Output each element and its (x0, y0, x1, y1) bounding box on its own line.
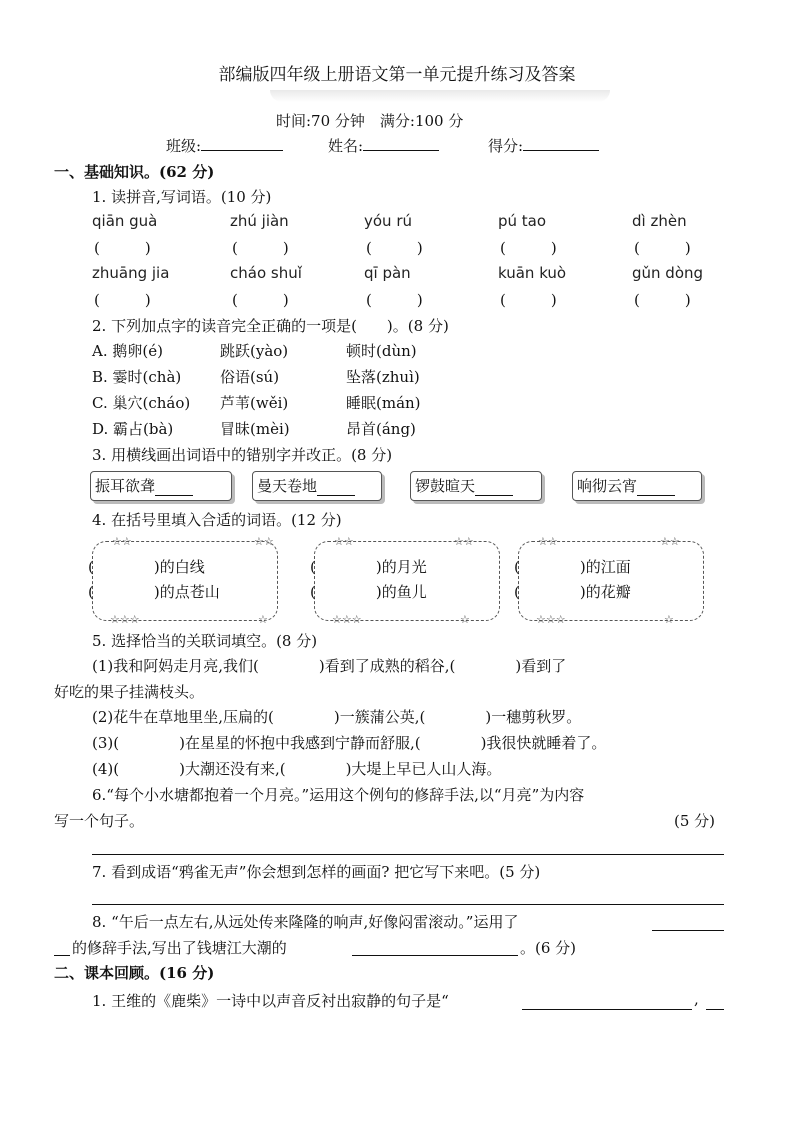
q2-a1: A. 鹅卵(é) (92, 342, 163, 360)
q3-answer-blank-2[interactable] (317, 479, 355, 496)
q2-option-d[interactable] (92, 418, 173, 439)
class-field[interactable] (166, 135, 283, 156)
q6-prompt-line1: 6.“每个小水塘都抱着一个月亮。”运用这个例句的修辞手法,以“月亮”为内容 (92, 786, 585, 804)
q2-prompt: 2. 下列加点字的读音完全正确的一项是( )。(8 分) (92, 317, 449, 335)
q8-blank-tide[interactable] (352, 955, 518, 956)
q2-d3: 昂首(áng) (346, 420, 416, 438)
q8-prompt-line1: 8. “午后一点左右,从远处传来隆隆的响声,好像闷雷滚动。”运用了 (92, 913, 519, 931)
q1-answer-blank[interactable]: ( ) (634, 291, 691, 309)
class-blank[interactable] (201, 136, 283, 151)
q5-prompt: 5. 选择恰当的关联词填空。(8 分) (92, 632, 318, 650)
q1-pinyin: gǔn dòng (632, 264, 704, 282)
name-blank[interactable] (363, 136, 439, 151)
star-decoration-icon: ☆☆☆ (536, 613, 566, 626)
q2-d1: D. 霸占(bà) (92, 420, 174, 438)
q5-sentence-1[interactable]: (1)我和阿妈走月亮,我们( )看到了成熟的稻谷,( )看到了 (92, 657, 567, 675)
q4-blank-2a[interactable]: ( )的月光 (310, 558, 427, 576)
q4-blank-1b[interactable]: ( )的点苍山 (88, 583, 220, 601)
name-field[interactable] (328, 135, 439, 156)
q7-answer-line[interactable] (92, 904, 724, 905)
q8-blank-rhetoric-b[interactable] (54, 955, 70, 956)
q2-b1: B. 霎时(chà) (92, 368, 182, 386)
q1-answer-blank[interactable]: ( ) (634, 239, 691, 257)
page-title: 部编版四年级上册语文第一单元提升练习及答案 (218, 65, 576, 85)
q1-pinyin: qī pàn (364, 264, 411, 282)
q2-a3: 顿时(dùn) (346, 342, 417, 360)
q6-prompt-line2: 写一个句子。 (54, 812, 145, 830)
q2-c2: 芦苇(wěi) (220, 394, 289, 412)
q2-b3: 坠落(zhuì) (346, 368, 420, 386)
q1-answer-blank[interactable]: ( ) (94, 291, 151, 309)
section2-heading: 二、课本回顾。(16 分) (54, 964, 215, 982)
q2-option-c[interactable] (92, 392, 190, 413)
q1-answer-blank[interactable]: ( ) (366, 239, 423, 257)
star-decoration-icon: ☆☆ (112, 535, 132, 548)
q1-pinyin: kuān kuò (498, 264, 567, 282)
q2-c1: C. 巢穴(cháo) (92, 394, 191, 412)
section2-q1-comma: , (694, 990, 699, 1008)
q3-word-4: 响彻云宵 (577, 477, 638, 495)
q8-prompt-line2a: 的修辞手法,写出了钱塘江大潮的 (72, 939, 287, 957)
q6-score: (5 分) (674, 812, 716, 830)
q3-word-box-4[interactable] (572, 471, 702, 501)
q5-sentence-3[interactable]: (3)( )在星星的怀抱中我感到宁静而舒服,( )我很快就睡着了。 (92, 734, 607, 752)
q6-answer-line[interactable] (92, 854, 724, 855)
q3-answer-blank-1[interactable] (155, 479, 193, 496)
q2-d2: 冒昧(mèi) (220, 420, 290, 438)
star-decoration-icon: ☆☆ (254, 535, 274, 548)
star-decoration-icon: ☆☆☆ (110, 613, 140, 626)
q3-word-box-2[interactable] (252, 471, 382, 501)
q3-word-3: 锣鼓暄天 (415, 477, 476, 495)
class-label: 班级: (166, 137, 202, 155)
star-decoration-icon: ☆☆ (454, 535, 474, 548)
q7-prompt: 7. 看到成语“鸦雀无声”你会想到怎样的画面? 把它写下来吧。(5 分) (92, 863, 541, 881)
q3-prompt: 3. 用横线画出词语中的错别字并改正。(8 分) (92, 446, 393, 464)
q1-answer-blank[interactable]: ( ) (366, 291, 423, 309)
score-field[interactable] (488, 135, 599, 156)
q2-a2: 跳跃(yào) (220, 342, 289, 360)
q3-word-2: 曼天卷地 (257, 477, 318, 495)
q1-answer-blank[interactable]: ( ) (232, 239, 289, 257)
q2-option-a[interactable] (92, 340, 163, 361)
q5-sentence-1-cont: 好吃的果子挂满枝头。 (54, 683, 205, 701)
q4-blank-1a[interactable]: ( )的白线 (88, 558, 205, 576)
q1-pinyin: dì zhèn (632, 212, 687, 230)
star-decoration-icon: ☆☆☆ (332, 613, 362, 626)
q2-option-b[interactable] (92, 366, 181, 387)
q1-answer-blank[interactable]: ( ) (94, 239, 151, 257)
star-decoration-icon: ☆ (258, 613, 268, 626)
q5-sentence-4[interactable]: (4)( )大潮还没有来,( )大堤上早已人山人海。 (92, 760, 502, 778)
star-decoration-icon: ☆☆ (538, 535, 558, 548)
section2-q1-blank-2[interactable] (706, 1009, 724, 1010)
q3-answer-blank-4[interactable] (637, 479, 675, 496)
q5-sentence-2[interactable]: (2)花牛在草地里坐,压扁的( )一簇蒲公英,( )一穗剪秋罗。 (92, 708, 582, 726)
q8-blank-rhetoric-a[interactable] (652, 930, 724, 931)
q1-pinyin: yóu rú (364, 212, 413, 230)
q8-prompt-line2b: 。(6 分) (520, 939, 577, 957)
q1-pinyin: cháo shuǐ (230, 264, 302, 282)
q4-blank-3b[interactable]: ( )的花瓣 (514, 583, 631, 601)
section2-q1-prompt: 1. 王维的《鹿柴》一诗中以声音反衬出寂静的句子是“ (92, 992, 449, 1010)
q3-word-box-3[interactable] (410, 471, 542, 501)
section2-q1-blank-1[interactable] (522, 1009, 692, 1010)
q1-pinyin: zhú jiàn (230, 212, 289, 230)
q1-answer-blank[interactable]: ( ) (232, 291, 289, 309)
q4-prompt: 4. 在括号里填入合适的词语。(12 分) (92, 511, 342, 529)
star-decoration-icon: ☆☆ (334, 535, 354, 548)
q1-prompt: 1. 读拼音,写词语。(10 分) (92, 188, 272, 206)
star-decoration-icon: ☆ (460, 613, 470, 626)
star-decoration-icon: ☆ (664, 613, 674, 626)
q4-blank-3a[interactable]: ( )的江面 (514, 558, 631, 576)
score-label: 得分: (488, 137, 524, 155)
score-blank[interactable] (523, 136, 599, 151)
name-label: 姓名: (328, 137, 364, 155)
time-score-line: 时间:70 分钟 满分:100 分 (276, 112, 464, 130)
q2-b2: 俗语(sú) (220, 368, 280, 386)
q1-pinyin: zhuāng jia (92, 264, 170, 282)
q3-word-box-1[interactable] (90, 471, 232, 501)
q1-pinyin: pú tao (498, 212, 547, 230)
q3-answer-blank-3[interactable] (475, 479, 513, 496)
title-underline-shadow (270, 90, 610, 102)
q1-answer-blank[interactable]: ( ) (500, 291, 557, 309)
q1-pinyin: qiān guà (92, 212, 158, 230)
q4-blank-2b[interactable]: ( )的鱼儿 (310, 583, 427, 601)
section1-heading: 一、基础知识。(62 分) (54, 163, 215, 181)
star-decoration-icon: ☆☆ (660, 535, 680, 548)
q1-answer-blank[interactable]: ( ) (500, 239, 557, 257)
q3-word-1: 振耳欲聋 (95, 477, 156, 495)
q2-c3: 睡眠(mán) (346, 394, 421, 412)
